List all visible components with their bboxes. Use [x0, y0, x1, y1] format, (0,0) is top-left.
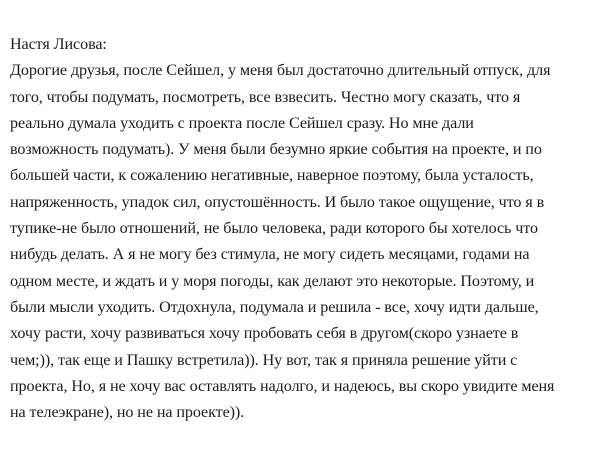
- post-line: того, чтобы подумать, посмотреть, все взвесить. Честно могу сказать, что я: [10, 87, 521, 106]
- post-text: [10, 31, 600, 425]
- post-line: нибудь делать. А я не могу без стимула, не могу сидеть месяцами, годами на: [10, 245, 530, 264]
- post-line: тупике-не было отношений, не было человека, ради которого бы хотелось что: [10, 219, 538, 238]
- post-line: чем;)), так еще и Пашку встретила)). Ну вот, так я приняла решение уйти с: [10, 350, 518, 369]
- post-line: напряженность, упадок сил, опустошённость. И было такое ощущение, что я в: [10, 192, 545, 211]
- post-line: были мысли уходить. Отдохнула, подумала и решила - все, хочу идти дальше,: [10, 297, 539, 316]
- post-line: на телеэкране), но не на проекте)).: [10, 403, 245, 422]
- post-line: возможность подумать). У меня были безумно яркие события на проекте, и по: [10, 140, 542, 159]
- post-line: хочу расти, хочу развиваться хочу пробовать себя в другом(скоро узнаете в: [10, 324, 519, 343]
- post-line: одном месте, и ждать и у моря погоды, как делают это некоторые. Поэтому, и: [10, 271, 535, 290]
- post-line: Дорогие друзья, после Сейшел, у меня был достаточно длительный отпуск, для: [10, 61, 551, 80]
- post-line: большей части, к сожалению негативные, наверное поэтому, была усталость,: [10, 166, 534, 185]
- post-author: Настя Лисова:: [10, 35, 107, 53]
- post-line: проекта, Но, я не хочу вас оставлять надолго, и надеюсь, вы скоро увидите меня: [10, 376, 555, 395]
- post-line: реально думала уходить с проекта после Сейшел сразу. Но мне дали: [10, 113, 474, 132]
